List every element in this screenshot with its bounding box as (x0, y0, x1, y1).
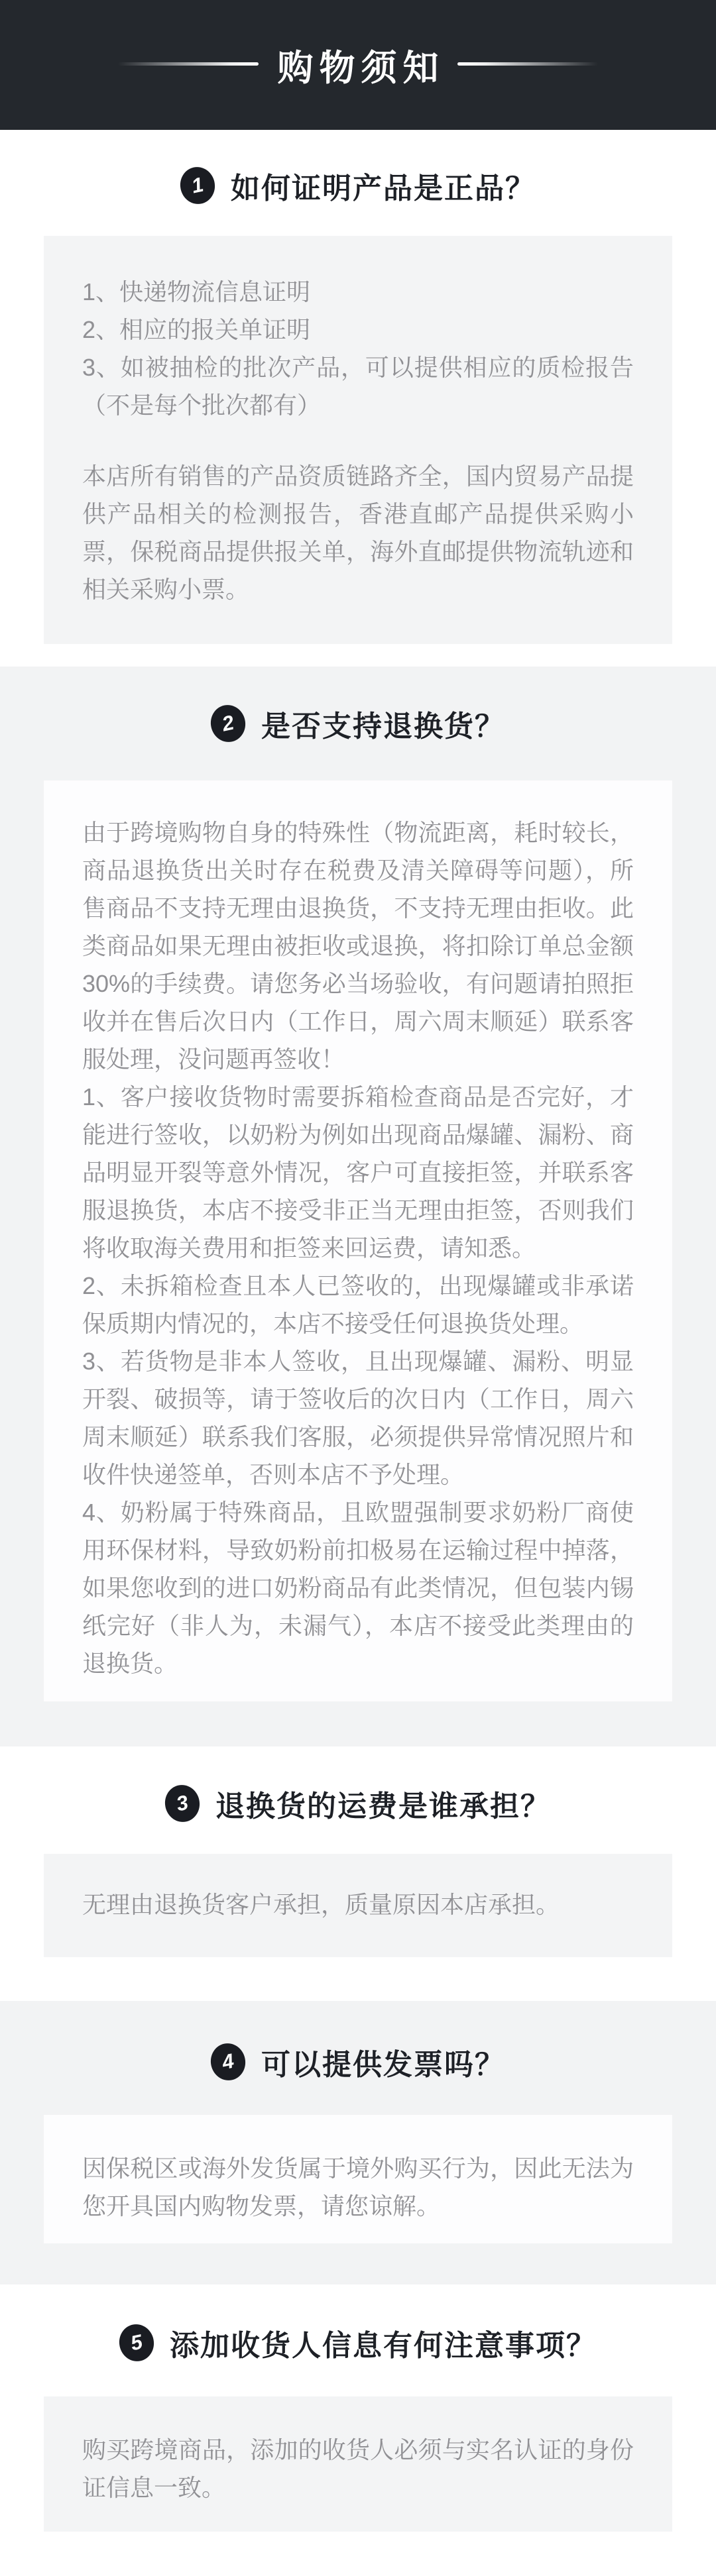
page-title: 购物须知 (277, 48, 445, 88)
proof-list-item: 3、如被抽检的批次产品，可以提供相应的质检报告（不是每个批次都有） (82, 354, 634, 419)
header-banner (0, 0, 716, 130)
section-3-title: 退换货的运费是谁承担？ (215, 1790, 551, 1823)
section-4-paragraph: 因保税区或海外发货属于境外购买行为，因此无法为您开具国内购物发票，请您谅解。 (82, 2155, 634, 2220)
return-policy-item: 4、奶粉属于特殊商品，且欧盟强制要求奶粉厂商使用环保材料，导致奶粉前扣极易在运输过程中掉落，如果您收到的进口奶粉商品有此类情况，但包装内锡纸完好（非人为，未漏气），本店不接受此类理由的退换货。 (82, 1499, 634, 1677)
section-4-number-badge: 4 (208, 2040, 249, 2084)
section-1-paragraph: 本店所有销售的产品资质链路齐全，国内贸易产品提供产品相关的检测报告，香港直邮产品提供采购小票，保税商品提供报关单，海外直邮提供物流轨迹和相关采购小票。 (82, 462, 634, 603)
left-gradient-line (118, 62, 259, 66)
section-3-heading (0, 1785, 716, 1822)
section-5-paragraph: 购买跨境商品，添加的收货人必须与实名认证的身份证信息一致。 (82, 2436, 634, 2501)
return-policy-item: 2、未拆箱检查且本人已签收的，出现爆罐或非承诺保质期内情况的，本店不接受任何退换货处理。 (82, 1272, 634, 1337)
section-5-number-badge: 5 (116, 2321, 158, 2365)
section-1-number-badge: 1 (177, 164, 219, 207)
return-policy-item: 1、客户接收货物时需要拆箱检查商品是否完好，才能进行签收，以奶粉为例如出现商品爆罐、漏粉、商品明显开裂等意外情况，客户可直接拒签，并联系客服退换货，本店不接受非正当无理由拒签，否则我们将收取海关费用和拒签来回运费，请知悉。 (82, 1083, 634, 1261)
section-4-title: 可以提供发票吗？ (261, 2049, 505, 2081)
section-2-title: 是否支持退换货？ (261, 710, 505, 743)
section-3-paragraph: 无理由退换货客户承担，质量原因本店承担。 (82, 1891, 560, 1918)
return-policy-paragraph: 由于跨境购物自身的特殊性（物流距离，耗时较长，商品退换货出关时存在税费及清关障碍等问题），所售商品不支持无理由退换货，不支持无理由拒收。此类商品如果无理由被拒收或退换，将扣除订单总金额30%的手续费。请您务必当场验收，有问题请拍照拒收并在售后次日内（工作日，周六周末顺延）联系客服处理，没问题再签收！ (82, 819, 634, 1073)
section-2-panel (44, 780, 672, 1701)
section-4-heading (0, 2043, 716, 2080)
section-3-number-badge: 3 (162, 1782, 204, 1825)
section-1-heading (0, 167, 716, 204)
right-gradient-line (457, 62, 598, 66)
section-2-number-badge: 2 (208, 702, 249, 745)
section-3-panel (44, 1854, 672, 1957)
proof-list-item: 1、快递物流信息证明 (82, 278, 311, 305)
section-5-title: 添加收货人信息有何注意事项？ (170, 2330, 597, 2362)
proof-list-item: 2、相应的报关单证明 (82, 316, 311, 343)
section-5-panel (44, 2396, 672, 2532)
section-1-panel (44, 236, 672, 644)
section-2-heading (0, 705, 716, 742)
section-4-panel (44, 2115, 672, 2243)
section-5-heading (0, 2324, 716, 2361)
section-1-title: 如何证明产品是正品？ (231, 172, 536, 205)
return-policy-item: 3、若货物是非本人签收，且出现爆罐、漏粉、明显开裂、破损等，请于签收后的次日内（工作日，周六周末顺延）联系我们客服，必须提供异常情况照片和收件快递签单，否则本店不予处理。 (82, 1348, 634, 1488)
